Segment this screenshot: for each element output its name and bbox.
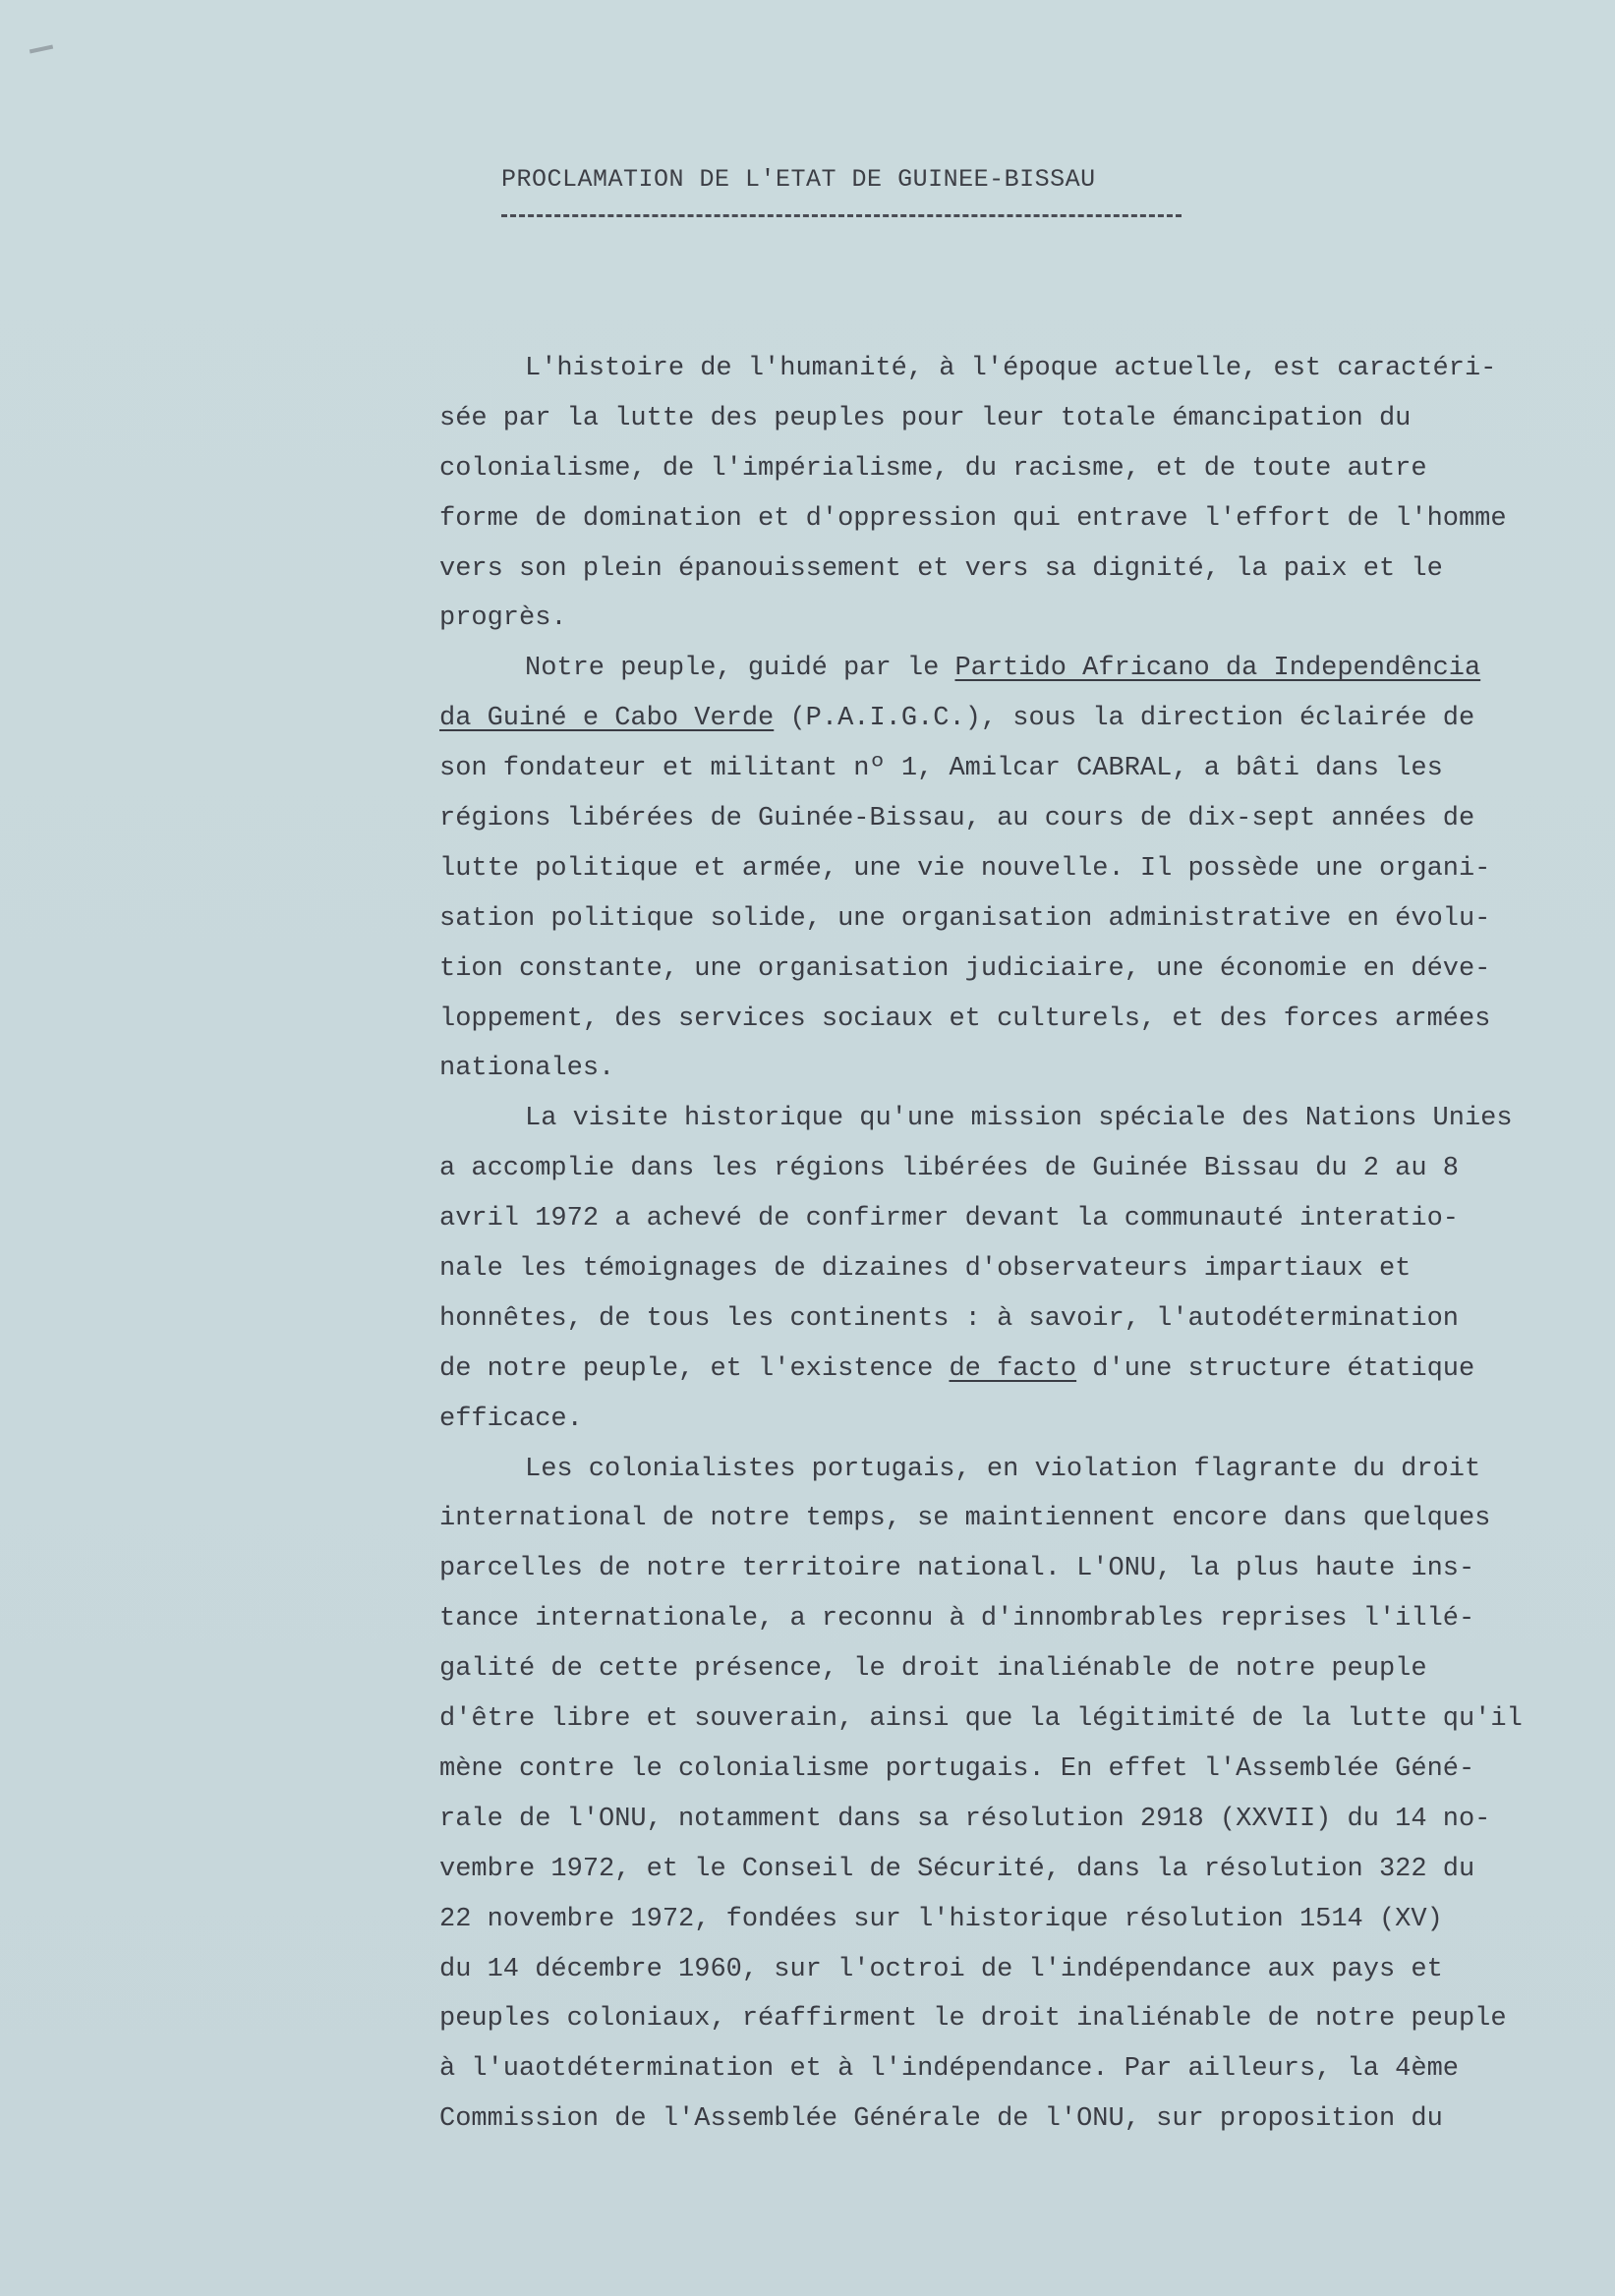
text-line: international de notre temps, se maintiennent encore dans quelques	[439, 1504, 1491, 1534]
page-mark	[29, 45, 53, 54]
text-line: rale de l'ONU, notamment dans sa résolution 2918 (XXVII) du 14 no-	[439, 1804, 1491, 1834]
text-line: 22 novembre 1972, fondées sur l'historique résolution 1514 (XV)	[439, 1904, 1443, 1934]
text-line: peuples coloniaux, réaffirment le droit inaliénable de notre peuple	[439, 2004, 1507, 2035]
text-line: du 14 décembre 1960, sur l'octroi de l'indépendance aux pays et	[439, 1954, 1443, 1984]
text-line: mène contre le colonialisme portugais. En effet l'Assemblée Géné-	[439, 1753, 1475, 1784]
text-line: nationales.	[439, 1054, 615, 1084]
text-line	[439, 694, 1609, 744]
text-line: vembre 1972, et le Conseil de Sécurité, dans la résolution 322 du	[439, 1854, 1475, 1884]
document-title: PROCLAMATION DE L'ETAT DE GUINEE-BISSAU	[501, 165, 1096, 194]
party-name-underlined: Partido Africano da Independência	[954, 654, 1481, 684]
document-body	[439, 344, 1609, 2145]
text-line: nale les témoignages de dizaines d'observateurs impartiaux et	[439, 1254, 1412, 1285]
text-line: forme de domination et d'oppression qui entrave l'effort de l'homme	[439, 503, 1507, 534]
text-line	[439, 1345, 1609, 1395]
party-name-underlined: da Guiné e Cabo Verde	[439, 704, 775, 734]
text-line: tion constante, une organisation judiciaire, une économie en déve-	[439, 953, 1491, 984]
text-line: sation politique solide, une organisation administrative en évolu-	[439, 903, 1491, 934]
text-line: loppement, des services sociaux et culturels, et des forces armées	[439, 1004, 1491, 1034]
text-line: La visite historique qu'une mission spéciale des Nations Unies	[525, 1104, 1513, 1134]
text-line: sée par la lutte des peuples pour leur totale émancipation du	[439, 403, 1412, 433]
text-line: vers son plein épanouissement et vers sa dignité, la paix et le	[439, 553, 1443, 584]
text-line: galité de cette présence, le droit inaliénable de notre peuple	[439, 1654, 1427, 1685]
text-segment: (P.A.I.G.C.), sous la direction éclairée de	[774, 704, 1475, 734]
text-segment: d'une structure étatique	[1076, 1353, 1475, 1384]
title-underline	[501, 214, 1182, 217]
text-line: son fondateur et militant nº 1, Amilcar CABRAL, a bâti dans les	[439, 754, 1443, 784]
text-line: tance internationale, a reconnu à d'innombrables reprises l'illé-	[439, 1604, 1475, 1635]
text-line: avril 1972 a achevé de confirmer devant la communauté interatio-	[439, 1204, 1459, 1234]
text-line: Commission de l'Assemblée Générale de l'ONU, sur proposition du	[439, 2104, 1443, 2135]
de-facto-underlined: de facto	[949, 1353, 1077, 1384]
text-line: colonialisme, de l'impérialisme, du racisme, et de toute autre	[439, 453, 1427, 484]
text-line: honnêtes, de tous les continents : à savoir, l'autodétermination	[439, 1303, 1459, 1334]
text-line: a accomplie dans les régions libérées de Guinée Bissau du 2 au 8	[439, 1154, 1459, 1184]
text-line: lutte politique et armée, une vie nouvelle. Il possède une organi-	[439, 853, 1491, 884]
text-line: Les colonialistes portugais, en violation flagrante du droit	[525, 1454, 1481, 1484]
text-line: à l'uaotdétermination et à l'indépendance. Par ailleurs, la 4ème	[439, 2054, 1459, 2085]
text-line: efficace.	[439, 1404, 583, 1434]
text-line: L'histoire de l'humanité, à l'époque actuelle, est caractéri-	[525, 354, 1497, 383]
text-line	[439, 644, 1609, 694]
text-line: régions libérées de Guinée-Bissau, au cours de dix-sept années de	[439, 804, 1475, 834]
text-line: progrès.	[439, 603, 567, 634]
text-segment: Notre peuple, guidé par le	[525, 654, 955, 684]
text-segment: de notre peuple, et l'existence	[439, 1353, 950, 1384]
text-line: d'être libre et souverain, ainsi que la légitimité de la lutte qu'il	[439, 1704, 1523, 1735]
text-line: parcelles de notre territoire national. L'ONU, la plus haute ins-	[439, 1554, 1475, 1584]
